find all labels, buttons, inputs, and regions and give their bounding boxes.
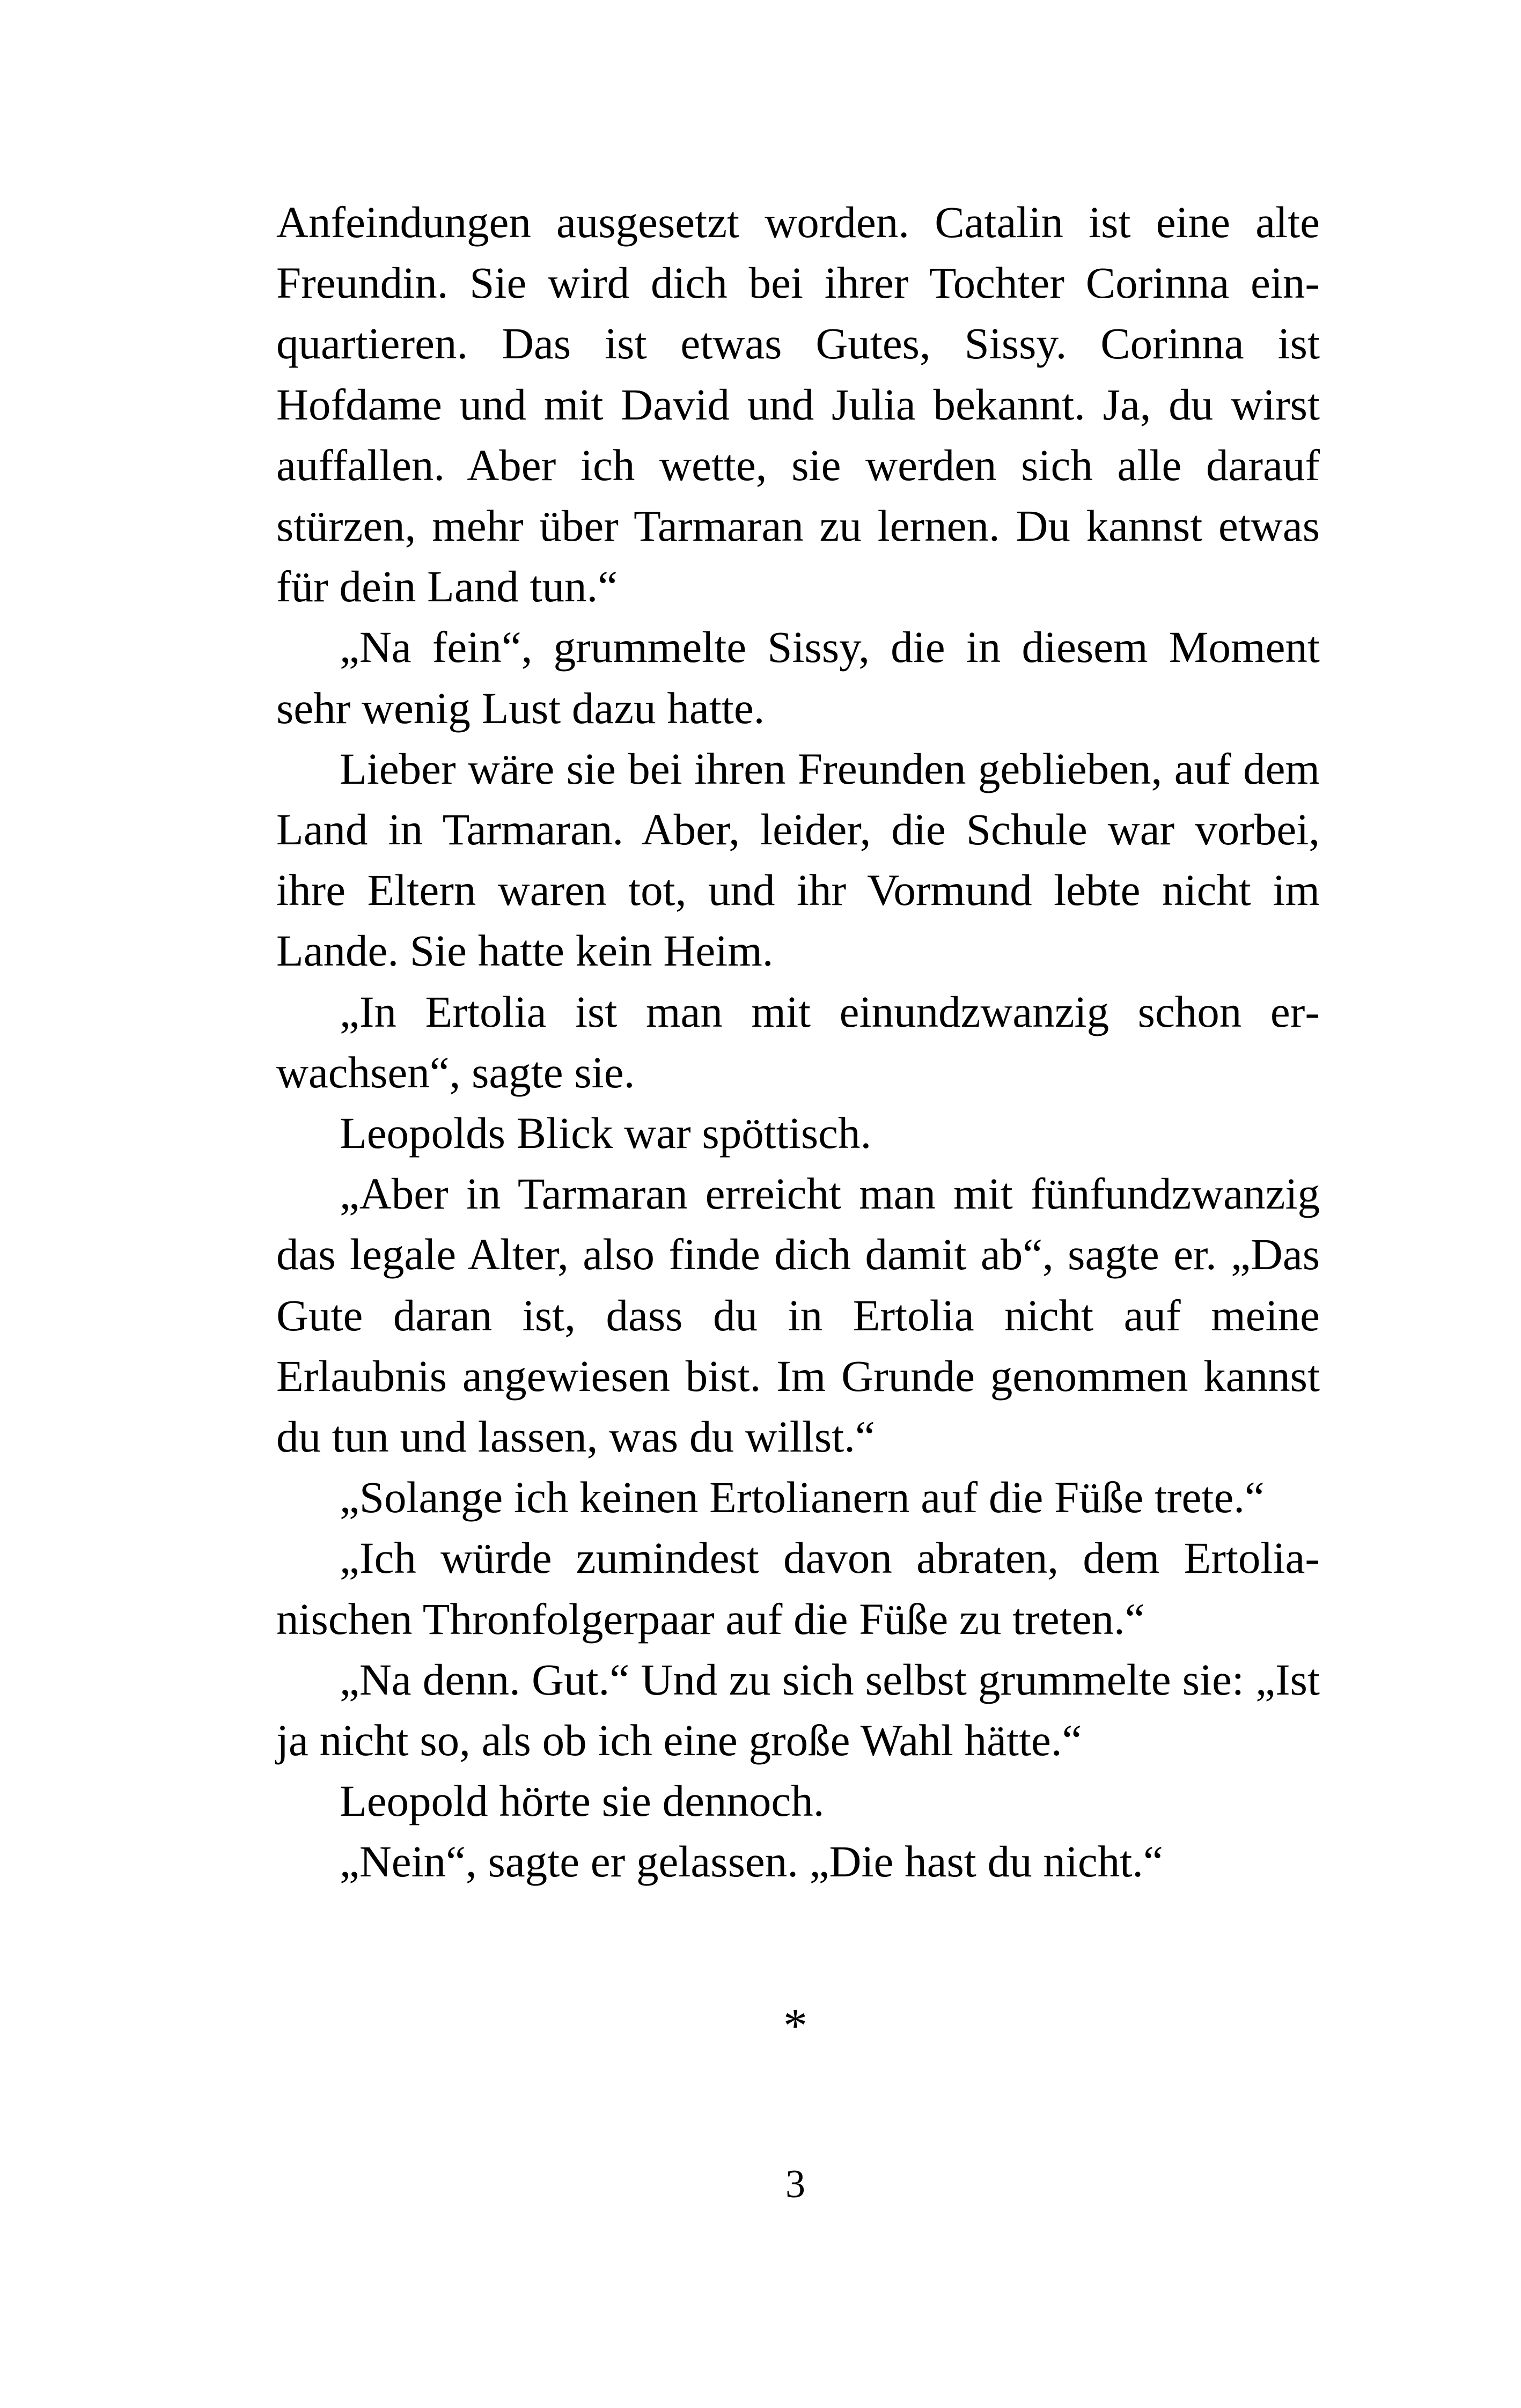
- paragraph: „Na fein“, grummelte Sissy, die in diesem Moment sehr wenig Lust dazu hatte.: [276, 622, 1320, 733]
- paragraph: „Ich würde zumindest davon abraten, dem Ertolianischen Thronfolgerpaar auf die Füße zu treten.“: [276, 1533, 1320, 1644]
- paragraph: „In Ertolia ist man mit einundzwanzig schon erwachsen“, sagte sie.: [276, 986, 1320, 1097]
- page-number: 3: [785, 2162, 805, 2206]
- paragraph: Leopold hörte sie dennoch.: [340, 1776, 825, 1826]
- paragraph: „Solange ich keinen Ertolianern auf die Füße trete.“: [340, 1472, 1265, 1522]
- body-text: [276, 192, 1320, 1892]
- section-separator: *: [783, 1999, 807, 2052]
- paragraph: Anfeindungen ausgesetzt worden. Catalin ist eine alte Freundin. Sie wird dich bei ihrer Tochter Corinna einquartieren. Das ist etwas Gutes, Sissy. Corinna ist Hofdame und mit David und Julia bekannt. Ja, du wirst auffallen. Aber ich wette, sie werden sich alle darauf stürzen, mehr über Tarmaran zu lernen. Du kannst etwas für dein Land tun.“: [276, 197, 1320, 612]
- paragraph: „Aber in Tarmaran erreicht man mit fünfundzwanzig das legale Alter, also finde dich damit ab“, sagte er. „Das Gute daran ist, dass du in Ertolia nicht auf meine Erlaubnis angewiesen bist. Im Grunde genommen kannst du tun und lassen, was du willst.“: [276, 1169, 1320, 1462]
- paragraph: Lieber wäre sie bei ihren Freunden geblieben, auf dem Land in Tarmaran. Aber, leider, die Schule war vorbei, ihre Eltern waren tot, und ihr Vormund lebte nicht im Lande. Sie hatte kein Heim.: [276, 743, 1320, 976]
- paragraph: Leopolds Blick war spöttisch.: [340, 1108, 872, 1158]
- paragraph: „Na denn. Gut.“ Und zu sich selbst grummelte sie: „Ist ja nicht so, als ob ich eine große Wahl hätte.“: [276, 1654, 1320, 1765]
- paragraph: „Nein“, sagte er gelassen. „Die hast du nicht.“: [340, 1837, 1163, 1887]
